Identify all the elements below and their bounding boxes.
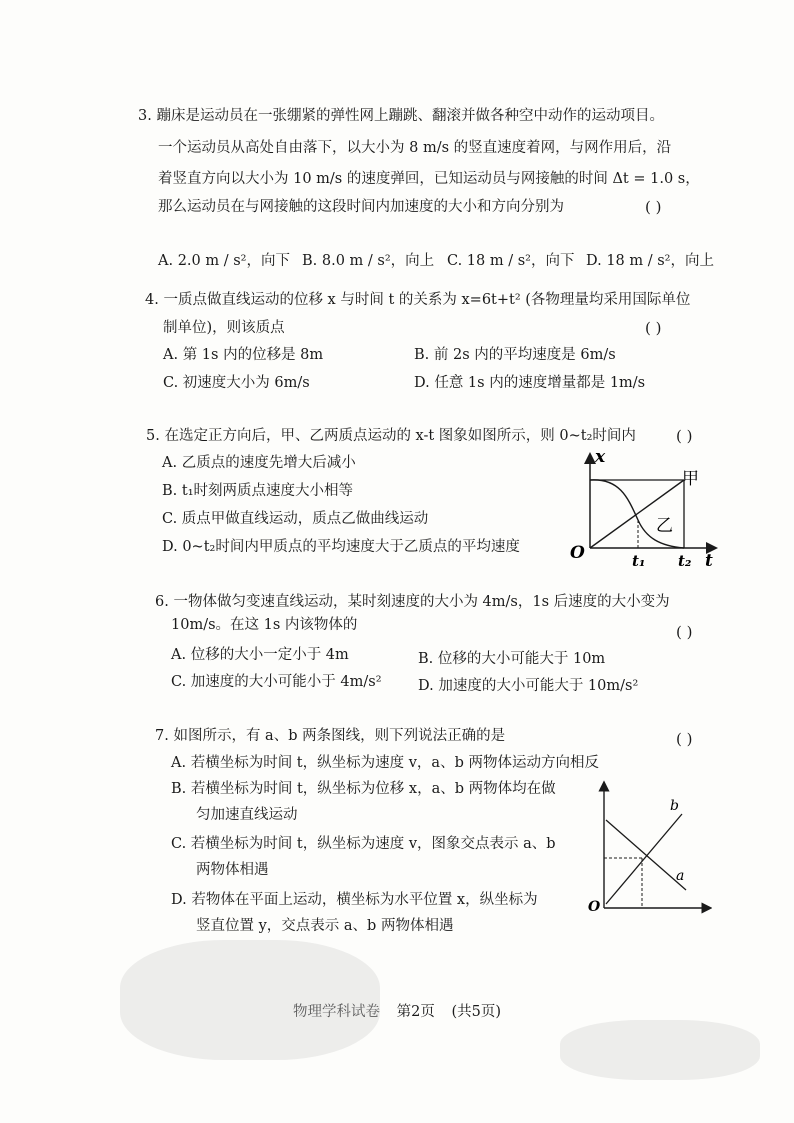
q6-line-1: 6. 一物体做匀变速直线运动，某时刻速度的大小为 4m/s，1s 后速度的大小变为	[155, 594, 670, 610]
q5-label-t1: t₁	[632, 552, 646, 570]
q7-ab-graph	[582, 778, 712, 918]
q7-label-a: a	[676, 868, 685, 884]
q3-option-c: C. 18 m / s²，向下	[447, 253, 575, 269]
q6-option-c: C. 加速度的大小可能小于 4m/s²	[171, 674, 382, 690]
q7-option-d: D. 若物体在平面上运动，横坐标为水平位置 x，纵坐标为	[171, 892, 538, 908]
q7-option-d-cont: 竖直位置 y，交点表示 a、b 两物体相遇	[196, 918, 454, 934]
q3-line-4: 那么运动员在与网接触的这段时间内加速度的大小和方向分别为	[158, 199, 564, 215]
q4-option-c: C. 初速度大小为 6m/s	[163, 375, 310, 391]
q3-option-d: D. 18 m / s²，向上	[586, 253, 714, 269]
q6-option-d: D. 加速度的大小可能大于 10m/s²	[418, 678, 639, 694]
q4-line-2: 制单位)，则该质点	[163, 320, 285, 336]
q3-line-2: 一个运动员从高处自由落下，以大小为 8 m/s 的竖直速度着网，与网作用后，沿	[158, 140, 672, 156]
q3-option-a: A. 2.0 m / s²，向下	[158, 253, 290, 269]
q4-option-d: D. 任意 1s 内的速度增量都是 1m/s	[414, 375, 646, 391]
q5-label-t: t	[705, 551, 713, 571]
q7-option-a: A. 若横坐标为时间 t，纵坐标为速度 v，a、b 两物体运动方向相反	[171, 755, 599, 771]
q5-xt-graph	[560, 448, 720, 578]
scan-noise	[120, 940, 380, 1060]
q3-option-b: B. 8.0 m / s²，向上	[302, 253, 435, 269]
q7-option-c-cont: 两物体相遇	[196, 862, 269, 878]
q6-option-a: A. 位移的大小一定小于 4m	[171, 647, 349, 663]
q7-answer-paren: ( )	[676, 730, 693, 748]
q4-option-b: B. 前 2s 内的平均速度是 6m/s	[414, 347, 616, 363]
scan-noise	[560, 1020, 760, 1080]
q7-label-origin: O	[588, 899, 601, 915]
q5-option-d: D. 0~t₂时间内甲质点的平均速度大于乙质点的平均速度	[162, 539, 520, 555]
q3-answer-paren: ( )	[645, 198, 662, 216]
q7-label-b: b	[670, 798, 679, 814]
q7-line-b	[606, 814, 685, 904]
q5-label-x: x	[595, 448, 606, 467]
q6-option-b: B. 位移的大小可能大于 10m	[418, 651, 606, 667]
q6-answer-paren: ( )	[676, 623, 693, 641]
q5-line-jia	[590, 480, 684, 548]
q5-option-a: A. 乙质点的速度先增大后减小	[162, 455, 356, 471]
q4-option-a: A. 第 1s 内的位移是 8m	[163, 347, 324, 363]
q4-line-1: 4. 一质点做直线运动的位移 x 与时间 t 的关系为 x=6t+t² (各物理量均采用国际单位	[145, 292, 691, 308]
q5-label-yi: 乙	[656, 516, 673, 536]
q7-line-1: 7. 如图所示，有 a、b 两条图线，则下列说法正确的是	[155, 728, 506, 744]
q7-option-b-cont: 匀加速直线运动	[196, 807, 298, 823]
q6-line-2: 10m/s。在这 1s 内该物体的	[171, 617, 358, 633]
q5-option-b: B. t₁时刻两质点速度大小相等	[162, 483, 354, 499]
q7-option-b: B. 若横坐标为时间 t，纵坐标为位移 x，a、b 两物体均在做	[171, 781, 556, 797]
q5-line-1: 5. 在选定正方向后，甲、乙两质点运动的 x-t 图象如图所示，则 0~t₂时间内	[146, 428, 636, 444]
footer-subject: 物理学科试卷	[293, 1004, 380, 1020]
q5-label-origin: O	[570, 543, 585, 563]
q5-label-t2: t₂	[678, 552, 692, 570]
q5-label-jia: 甲	[682, 469, 699, 489]
q3-line-1: 3. 蹦床是运动员在一张绷紧的弹性网上蹦跳、翻滚并做各种空中动作的运动项目。	[138, 108, 664, 124]
q5-answer-paren: ( )	[676, 427, 693, 445]
q5-option-c: C. 质点甲做直线运动，质点乙做曲线运动	[162, 511, 429, 527]
footer-page-number: 第2页	[396, 1004, 435, 1020]
q7-line-a	[606, 820, 686, 890]
footer-total-pages: (共5页)	[451, 1004, 501, 1020]
q3-line-3: 着竖直方向以大小为 10 m/s 的速度弹回，已知运动员与网接触的时间 Δt = 1.0 s，	[158, 171, 700, 187]
q4-answer-paren: ( )	[645, 319, 662, 337]
q7-option-c: C. 若横坐标为时间 t，纵坐标为速度 v，图象交点表示 a、b	[171, 836, 556, 852]
